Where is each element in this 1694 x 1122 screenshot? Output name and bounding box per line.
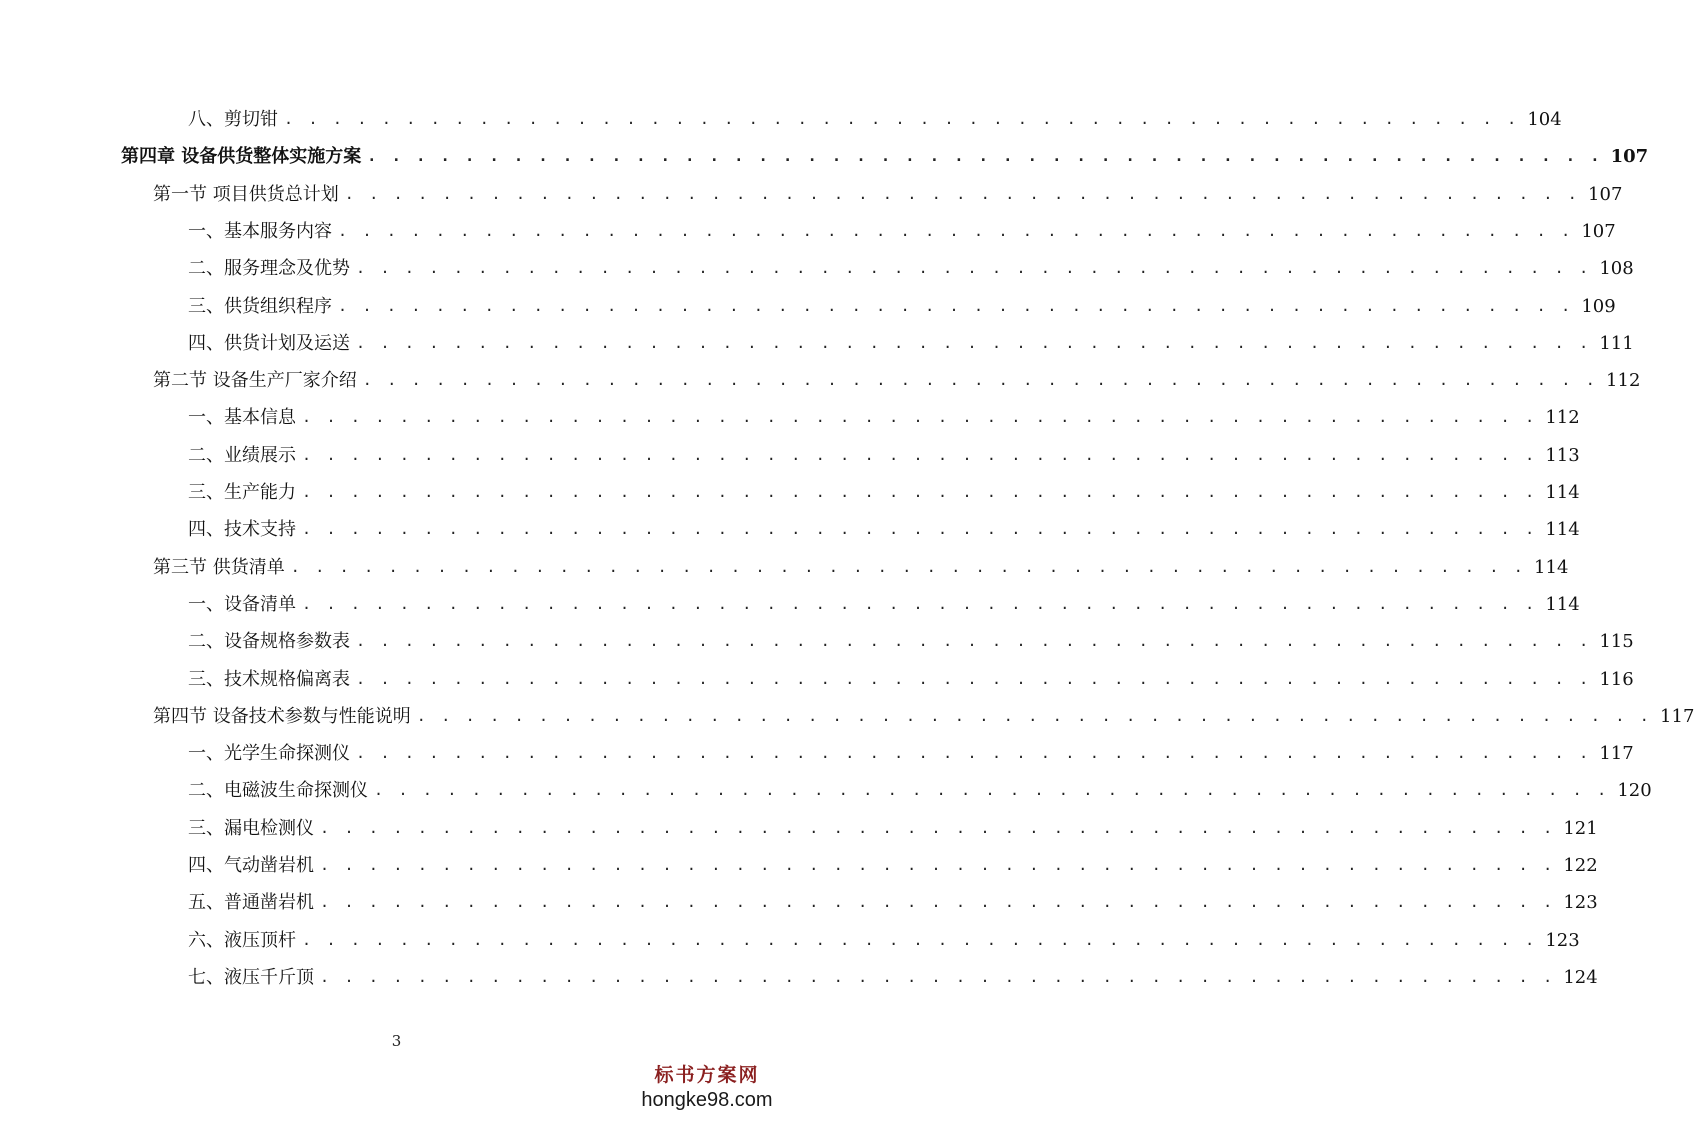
toc-entry (0, 661, 1634, 698)
toc-entry-title: 四、技术支持 (188, 519, 296, 541)
toc-entry (0, 474, 1580, 511)
toc-entry (0, 250, 1634, 287)
toc-entry-title: 第三节 供货清单 (153, 556, 285, 578)
toc-leader-dots: . . . . . . . . . . . . . . . . . . . . . . . . . . . . . . . . . . . . . . . . . . . . . . . . . . . (284, 110, 1520, 128)
toc-entry-page: 122 (1563, 855, 1598, 876)
toc-leader-dots: . . . . . . . . . . . . . . . . . . . . . . . . . . . . . . . . . . . . . . . . . . . . . . . . . . . (302, 520, 1538, 539)
toc-leader-dots: . . . . . . . . . . . . . . . . . . . . . . . . . . . . . . . . . . . . . . . . . . . . . . . . . . . (302, 594, 1538, 613)
toc-entry-title: 一、光学生命探测仪 (188, 743, 350, 765)
toc-leader-dots: . . . . . . . . . . . . . . . . . . . . . . . . . . . . . . . . . . . . . . . . . . . . . . . . . . . (302, 408, 1538, 427)
toc-entry (0, 698, 1694, 735)
toc-entry-page: 111 (1599, 332, 1634, 354)
toc-entry-page: 108 (1599, 258, 1634, 280)
toc-entry (0, 922, 1580, 959)
toc-entry-page: 114 (1545, 519, 1580, 541)
toc-entry (0, 772, 1652, 809)
toc-leader-dots: . . . . . . . . . . . . . . . . . . . . . . . . . . . . . . . . . . . . . . . . . . . . . . . . . . . (338, 221, 1574, 240)
toc-entry-page: 109 (1581, 295, 1616, 317)
toc-leader-dots: . . . . . . . . . . . . . . . . . . . . . . . . . . . . . . . . . . . . . . . . . . . . . . . . . . . (362, 371, 1599, 390)
toc-entry-page: 112 (1606, 370, 1641, 392)
toc-entry-page: 114 (1545, 593, 1580, 615)
toc-entry-title: 二、设备规格参数表 (188, 631, 350, 653)
toc-entry (0, 511, 1580, 548)
toc-entry-title: 第四章 设备供货整体实施方案 (121, 146, 362, 168)
toc-entry-title: 三、供货组织程序 (188, 295, 332, 317)
toc-entry (0, 288, 1616, 325)
toc-leader-dots: . . . . . . . . . . . . . . . . . . . . . . . . . . . . . . . . . . . . . . . . . . . . . . . . . . . (356, 259, 1592, 278)
toc-leader-dots: . . . . . . . . . . . . . . . . . . . . . . . . . . . . . . . . . . . . . . . . . . . . . . . . . . . (416, 706, 1653, 725)
toc-entry-page: 107 (1610, 146, 1649, 168)
toc-entry (0, 586, 1580, 623)
toc-entry (0, 362, 1641, 399)
toc-leader-dots: . . . . . . . . . . . . . . . . . . . . . . . . . . . . . . . . . . . . . . . . . . . . . . . . . . . (356, 744, 1592, 763)
toc-leader-dots: . . . . . . . . . . . . . . . . . . . . . . . . . . . . . . . . . . . . . . . . . . . . . . . . . . . (320, 818, 1556, 837)
toc-entry (0, 138, 1649, 175)
toc-entry-page: 123 (1563, 892, 1598, 914)
toc-entry (0, 549, 1569, 586)
toc-entry (0, 810, 1598, 847)
toc-entry (0, 959, 1598, 996)
toc-entry-page: 120 (1617, 780, 1652, 802)
toc-entry-title: 第四节 设备技术参数与性能说明 (153, 705, 411, 727)
toc-entry-title: 二、业绩展示 (188, 444, 296, 466)
toc-leader-dots: . . . . . . . . . . . . . . . . . . . . . . . . . . . . . . . . . . . . . . . . . . . . . . . . . . . (320, 893, 1556, 912)
toc-entry-page: 107 (1581, 220, 1616, 242)
toc-entry-page: 114 (1534, 556, 1569, 578)
toc-entry-title: 一、基本服务内容 (188, 220, 332, 242)
toc-entry-page: 117 (1660, 705, 1694, 727)
toc-entry-title: 四、气动凿岩机 (188, 855, 314, 876)
toc-leader-dots: . . . . . . . . . . . . . . . . . . . . . . . . . . . . . . . . . . . . . . . . . . . . . . . . . . . (374, 781, 1610, 800)
toc-entry (0, 213, 1616, 250)
watermark-url: hongke98.com (641, 1089, 773, 1111)
toc-entry-title: 一、设备清单 (188, 593, 296, 615)
toc-entry-page: 117 (1599, 743, 1634, 765)
toc-entry-title: 八、剪切钳 (188, 109, 278, 130)
toc-entry-page: 112 (1545, 407, 1580, 429)
toc-entry-title: 六、液压顶杆 (188, 929, 296, 951)
toc-entry (0, 884, 1598, 921)
toc-leader-dots: . . . . . . . . . . . . . . . . . . . . . . . . . . . . . . . . . . . . . . . . . . . . . . . . . . . (290, 557, 1527, 576)
toc-entry (0, 735, 1634, 772)
toc-entry-page: 124 (1563, 966, 1598, 988)
toc-leader-dots: . . . . . . . . . . . . . . . . . . . . . . . . . . . . . . . . . . . . . . . . . . . . . . . . . . . (302, 445, 1538, 464)
toc-entry-title: 七、液压千斤顶 (188, 966, 314, 988)
toc-entry-page: 116 (1599, 668, 1634, 690)
toc-leader-dots: . . . . . . . . . . . . . . . . . . . . . . . . . . . . . . . . . . . . . . . . . . . . . . . . . . . (356, 632, 1592, 651)
toc-leader-dots: . . . . . . . . . . . . . . . . . . . . . . . . . . . . . . . . . . . . . . . . . . . . . . . . . . . (320, 967, 1556, 986)
toc-entry-page: 123 (1545, 929, 1580, 951)
toc-leader-dots: . . . . . . . . . . . . . . . . . . . . . . . . . . . . . . . . . . . . . . . . . . . . . . . . . . . (302, 930, 1538, 949)
toc-entry (0, 101, 1562, 138)
toc-entry-title: 第二节 设备生产厂家介绍 (153, 370, 357, 392)
toc-entry-title: 二、电磁波生命探测仪 (188, 780, 368, 802)
toc-entry-title: 三、漏电检测仪 (188, 817, 314, 839)
toc-entry-page: 107 (1588, 183, 1623, 205)
toc-entry-title: 二、服务理念及优势 (188, 258, 350, 280)
toc-entry-page: 115 (1599, 631, 1634, 653)
toc-entry-page: 114 (1545, 482, 1580, 503)
toc-entry (0, 623, 1634, 660)
toc-leader-dots: . . . . . . . . . . . . . . . . . . . . . . . . . . . . . . . . . . . . . . . . . . . . . . . . . . . (302, 483, 1538, 501)
toc-leader-dots: . . . . . . . . . . . . . . . . . . . . . . . . . . . . . . . . . . . . . . . . . . . . . . . . . . . (320, 856, 1556, 874)
watermark-site-name: 标书方案网 (654, 1064, 760, 1086)
toc-entry-title: 三、技术规格偏离表 (188, 668, 350, 690)
toc-entry-page: 113 (1545, 444, 1580, 466)
toc-leader-dots: . . . . . . . . . . . . . . . . . . . . . . . . . . . . . . . . . . . . . . . . . . . . . . . . . . . (367, 147, 1603, 166)
toc-entry-title: 第一节 项目供货总计划 (153, 183, 339, 205)
toc-leader-dots: . . . . . . . . . . . . . . . . . . . . . . . . . . . . . . . . . . . . . . . . . . . . . . . . . . . (338, 296, 1574, 315)
toc-entry-page: 121 (1563, 817, 1598, 839)
site-watermark (637, 1062, 777, 1112)
toc-entry (0, 437, 1580, 474)
toc-entry (0, 325, 1634, 362)
toc-leader-dots: . . . . . . . . . . . . . . . . . . . . . . . . . . . . . . . . . . . . . . . . . . . . . . . . . . . (356, 669, 1592, 688)
toc-entry-title: 四、供货计划及运送 (188, 332, 350, 354)
toc-entry (0, 176, 1623, 213)
toc-entry (0, 399, 1580, 436)
toc-entry-title: 一、基本信息 (188, 407, 296, 429)
toc-leader-dots: . . . . . . . . . . . . . . . . . . . . . . . . . . . . . . . . . . . . . . . . . . . . . . . . . . . (344, 184, 1581, 203)
toc-entry-title: 三、生产能力 (188, 482, 296, 503)
toc-entry (0, 847, 1598, 884)
toc-entry-title: 五、普通凿岩机 (188, 892, 314, 914)
page-number: 3 (391, 1032, 402, 1050)
toc-entry-page: 104 (1527, 109, 1562, 130)
toc-leader-dots: . . . . . . . . . . . . . . . . . . . . . . . . . . . . . . . . . . . . . . . . . . . . . . . . . . . (356, 333, 1592, 352)
